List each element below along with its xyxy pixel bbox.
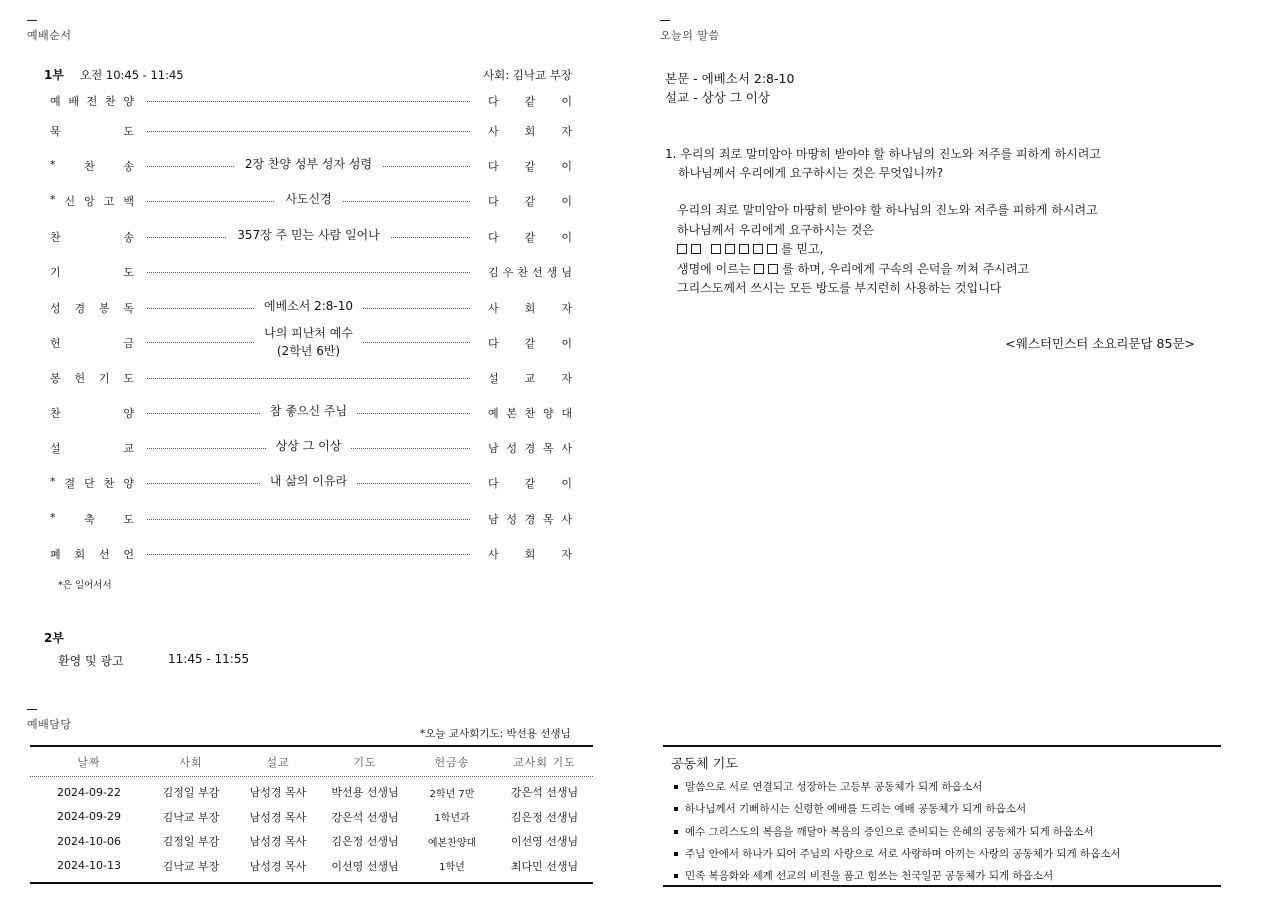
answer-line-1: 우리의 죄로 말미암아 마땅히 받아야 할 하나님의 진노와 저주를 피하게 하시려고 (677, 203, 1098, 217)
order-item-content: 참 좋으신 주님 (260, 402, 357, 420)
table-cell: 김정일 부감 (162, 835, 220, 849)
order-item-content: 357장 주 믿는 사람 일어나 (227, 226, 390, 244)
order-heading: 예배순서 (27, 29, 72, 42)
table-cell: 김정일 부감 (162, 786, 220, 800)
col-prayer: 기도 (353, 755, 377, 769)
order-item-leader: 남 성 경 목 사 (488, 513, 572, 526)
table-row (30, 854, 593, 879)
order-item-name: 폐 회 선 언 (50, 548, 134, 561)
order-item (50, 120, 572, 140)
order-item-leader: 남 성 경 목 사 (488, 442, 572, 455)
list-item: 말씀으로 서로 연결되고 성장하는 고등부 공동체가 되게 하옵소서 (671, 776, 1221, 798)
table-cell: 2024-09-22 (57, 785, 121, 799)
table-cell: 최다민 선생님 (510, 859, 579, 873)
order-item (50, 402, 572, 422)
order-item-content: 상상 그 이상 (266, 437, 352, 455)
catechism-question (665, 145, 1101, 183)
staff-heading: 예배담당 (27, 718, 72, 731)
answer-line-2: 하나님께서 우리에게 요구하시는 것은 (677, 222, 874, 237)
order-item-content: 2장 찬양 성부 성자 성령 (235, 155, 382, 173)
table-row (30, 805, 593, 830)
table-row (30, 780, 593, 805)
part2-label: 2부 (44, 631, 64, 645)
teacher-prayer-note: *오늘 교사회기도: 박선용 선생님 (420, 728, 571, 740)
order-item-leader: 다 같 이 (488, 337, 572, 350)
sermon-title: 설교 - 상상 그 이상 (665, 90, 770, 105)
table-cell: 이선영 선생님 (331, 859, 399, 873)
question-line-1: 1. 우리의 죄로 말미암아 마땅히 받아야 할 하나님의 진노와 저주를 피하게 하시려고 (665, 147, 1101, 161)
sermon-text: 본문 - 에베소서 2:8-10 (665, 71, 795, 86)
leader-dots (147, 378, 470, 379)
order-item-name: 묵 도 (50, 125, 134, 138)
order-item-content: 에베소서 2:8-10 (254, 297, 363, 315)
col-preach: 설교 (266, 755, 290, 769)
list-item: 하나님께서 기뻐하시는 신령한 예배를 드리는 예배 공동체가 되게 하옵소서 (671, 798, 1221, 820)
answer-line-4 (677, 260, 1098, 280)
order-item (50, 472, 572, 492)
table-cell: 2024-10-06 (57, 834, 121, 848)
list-item: 주님 안에서 하나가 되어 주님의 사랑으로 서로 사랑하며 아끼는 사랑의 공동체가 되게 하옵소서 (671, 843, 1221, 865)
part2-welcome (58, 652, 250, 669)
table-cell: 김은정 선생님 (510, 810, 579, 824)
table-cell: 2학년 7반 (429, 788, 475, 800)
catechism-answer (677, 201, 1098, 299)
leader-dots (147, 272, 470, 273)
table-cell: 남성경 목사 (249, 810, 307, 824)
part1-header (44, 66, 572, 84)
order-item-name: 기 도 (50, 266, 134, 279)
blank-box (691, 244, 701, 254)
order-item-leader: 사 회 자 (488, 125, 572, 138)
answer-line-4-prefix: 생명에 이르는 (677, 261, 751, 276)
word-heading: 오늘의 말씀 (660, 29, 720, 42)
order-item-leader: 다 같 이 (488, 195, 572, 208)
answer-line-3-suffix: 를 믿고, (781, 242, 824, 256)
table-cell: 1학년과 (434, 813, 470, 825)
leader-dots (147, 519, 470, 520)
table-cell: 남성경 목사 (249, 859, 307, 873)
order-item-leader: 다 같 이 (488, 160, 572, 173)
order-item-name: * 신 앙 고 백 (50, 193, 134, 208)
table-cell: 1학년 (439, 862, 465, 874)
list-item: 예수 그리스도의 복음을 깨달아 복음의 증인으로 준비되는 은혜의 공동체가 되게 하옵소서 (671, 821, 1221, 843)
order-item-leader: 다 같 이 (488, 231, 572, 244)
order-item-leader: 다 같 이 (488, 477, 572, 490)
catechism-source: <웨스터민스터 소요리문답 85문> (1005, 336, 1195, 351)
blank-box (753, 244, 763, 254)
order-item-leader: 설 교 자 (488, 372, 572, 385)
order-item (50, 508, 572, 528)
blank-box (739, 244, 749, 254)
order-item-leader: 사 회 자 (488, 302, 572, 315)
answer-line-4-suffix: 를 하며, 우리에게 구속의 은덕을 끼쳐 주시려고 (782, 261, 1030, 276)
order-item-name: 예 배 전 찬 양 (50, 95, 134, 108)
part1-time: 오전 10:45 - 11:45 (80, 68, 184, 82)
order-item-leader: 사 회 자 (488, 548, 572, 561)
order-item (50, 226, 572, 246)
order-item-name: 찬 양 (50, 407, 134, 420)
order-item (50, 367, 572, 387)
order-item (50, 322, 572, 362)
order-item (50, 297, 572, 317)
order-item-content: 내 삶의 이유라 (260, 472, 357, 490)
col-date: 날짜 (77, 755, 101, 769)
table-cell: 남성경 목사 (249, 786, 307, 800)
order-item (50, 261, 572, 281)
blank-box (754, 264, 764, 274)
leader-dots (147, 101, 470, 102)
staff-table-body (30, 777, 593, 882)
standing-note: *은 일어서서 (58, 580, 112, 591)
order-item-name: 봉 헌 기 도 (50, 372, 134, 385)
order-item-name: 설 교 (50, 442, 134, 455)
part1-label: 1부 (44, 68, 64, 82)
table-cell: 2024-09-29 (57, 810, 121, 824)
order-item-name: 헌 금 (50, 337, 134, 350)
col-offering: 헌금송 (434, 755, 470, 769)
order-item (50, 155, 572, 175)
table-row (30, 829, 593, 854)
table-cell: 이선영 선생님 (510, 835, 579, 849)
question-line-2: 하나님께서 우리에게 요구하시는 것은 무엇입니까? (678, 166, 944, 180)
order-item-name: 성 경 봉 독 (50, 302, 134, 315)
order-item (50, 190, 572, 210)
order-item-leader: 다 같 이 (488, 95, 572, 108)
col-teacher-prayer: 교사회 기도 (513, 755, 576, 769)
staff-table (30, 745, 593, 884)
table-cell: 2024-10-13 (57, 859, 121, 873)
worship-order (44, 66, 572, 84)
community-prayer-list (671, 776, 1221, 887)
order-item-content: 사도신경 (275, 190, 341, 208)
order-item-leader: 김 우 찬 선 생 님 (488, 266, 572, 279)
community-prayer-title: 공동체 기도 (671, 757, 738, 772)
welcome-label: 환영 및 광고 (58, 654, 124, 668)
blank-box (725, 244, 735, 254)
col-host: 사회 (179, 755, 203, 769)
table-cell: 강은석 선생님 (510, 786, 579, 800)
welcome-time: 11:45 - 11:55 (168, 652, 250, 666)
order-item (50, 543, 572, 563)
table-cell: 김은정 선생님 (331, 835, 399, 849)
table-cell: 강은석 선생님 (331, 810, 399, 824)
leader-dots (147, 554, 470, 555)
order-item-name: * 찬 송 (50, 158, 134, 173)
community-prayer (663, 745, 1221, 887)
sermon-info (665, 69, 794, 107)
blank-box (768, 264, 778, 274)
blank-box (767, 244, 777, 254)
leader-dots (147, 131, 470, 132)
order-item (50, 90, 572, 110)
table-cell: 김낙교 부장 (162, 810, 220, 824)
table-cell: 김낙교 부장 (162, 859, 220, 873)
table-cell: 예본찬양대 (427, 837, 477, 849)
table-cell: 박선용 선생님 (331, 786, 399, 800)
part1-host: 사회: 김낙교 부장 (483, 68, 572, 82)
order-item-content: 나의 피난처 예수 (2학년 6반) (254, 324, 363, 360)
answer-line-5: 그리스도께서 쓰시는 모든 방도를 부지런히 사용하는 것입니다 (677, 281, 1002, 295)
blank-box (711, 244, 721, 254)
order-item-leader: 예 본 찬 양 대 (488, 407, 572, 420)
order-item-name: * 결 단 찬 양 (50, 475, 134, 490)
order-item-name: 찬 송 (50, 231, 134, 244)
list-item: 민족 복음화와 세계 선교의 비전을 품고 힘쓰는 천국일꾼 공동체가 되게 하옵소서 (671, 865, 1221, 887)
answer-line-3 (677, 240, 1098, 260)
blank-box (677, 244, 687, 254)
table-cell: 남성경 목사 (249, 835, 307, 849)
staff-table-header (30, 747, 593, 777)
order-item-name: * 축 도 (50, 511, 134, 526)
order-item (50, 437, 572, 457)
